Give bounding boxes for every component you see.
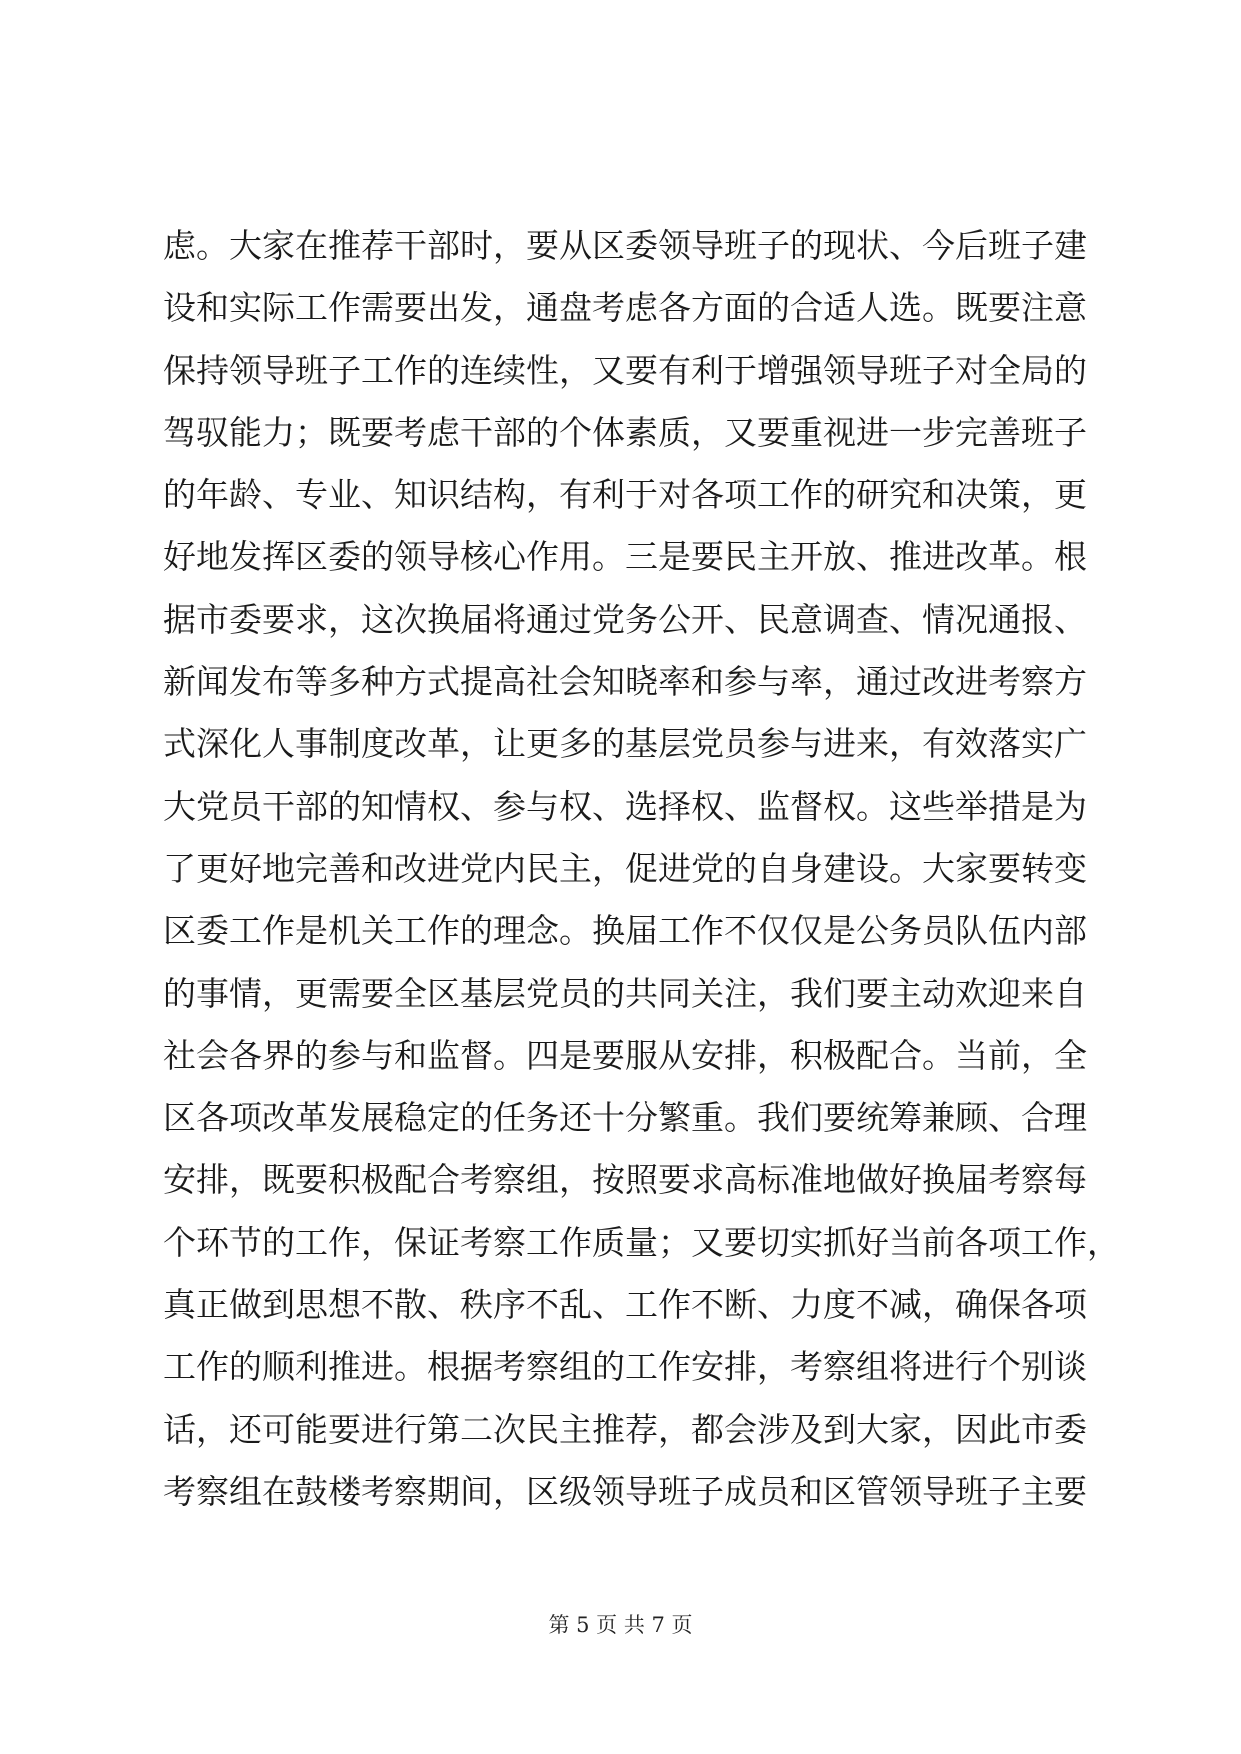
text-line: 保持领导班子工作的连续性，又要有利于增强领导班子对全局的 bbox=[163, 350, 1087, 390]
text-line: 好地发挥区委的领导核心作用。三是要民主开放、推进改革。根 bbox=[163, 537, 1087, 577]
text-line: 社会各界的参与和监督。四是要服从安排，积极配合。当前，全 bbox=[163, 1035, 1087, 1075]
text-line: 据市委要求，这次换届将通过党务公开、民意调查、情况通报、 bbox=[163, 599, 1087, 639]
text-line: 虑。大家在推荐干部时，要从区委领导班子的现状、今后班子建 bbox=[163, 226, 1087, 265]
text-line: 式深化人事制度改革，让更多的基层党员参与进来，有效落实广 bbox=[163, 724, 1087, 764]
text-line: 工作的顺利推进。根据考察组的工作安排，考察组将进行个别谈 bbox=[163, 1347, 1087, 1387]
text-line: 驾驭能力；既要考虑干部的个体素质，又要重视进一步完善班子 bbox=[163, 412, 1087, 452]
page-number-footer: 第 5 页 共 7 页 bbox=[548, 1613, 693, 1637]
text-line: 大党员干部的知情权、参与权、选择权、监督权。这些举措是为 bbox=[163, 786, 1087, 826]
text-line: 考察组在鼓楼考察期间，区级领导班子成员和区管领导班子主要 bbox=[163, 1471, 1087, 1511]
text-line: 的事情，更需要全区基层党员的共同关注，我们要主动欢迎来自 bbox=[163, 973, 1087, 1013]
text-line: 个环节的工作，保证考察工作质量；又要切实抓好当前各项工作， bbox=[163, 1222, 1120, 1262]
text-line: 区各项改革发展稳定的任务还十分繁重。我们要统筹兼顾、合理 bbox=[163, 1098, 1087, 1138]
text-line: 新闻发布等多种方式提高社会知晓率和参与率，通过改进考察方 bbox=[163, 662, 1087, 702]
text-line: 真正做到思想不散、秩序不乱、工作不断、力度不减，确保各项 bbox=[163, 1285, 1087, 1325]
text-line: 话，还可能要进行第二次民主推荐，都会涉及到大家，因此市委 bbox=[163, 1409, 1087, 1449]
text-line: 了更好地完善和改进党内民主，促进党的自身建设。大家要转变 bbox=[163, 848, 1087, 888]
text-line: 的年龄、专业、知识结构，有利于对各项工作的研究和决策，更 bbox=[163, 475, 1087, 515]
text-line: 设和实际工作需要出发，通盘考虑各方面的合适人选。既要注意 bbox=[163, 288, 1087, 328]
text-line: 区委工作是机关工作的理念。换届工作不仅仅是公务员队伍内部 bbox=[163, 911, 1087, 951]
text-line: 安排，既要积极配合考察组，按照要求高标准地做好换届考察每 bbox=[163, 1160, 1087, 1200]
body-text bbox=[163, 226, 1120, 1536]
